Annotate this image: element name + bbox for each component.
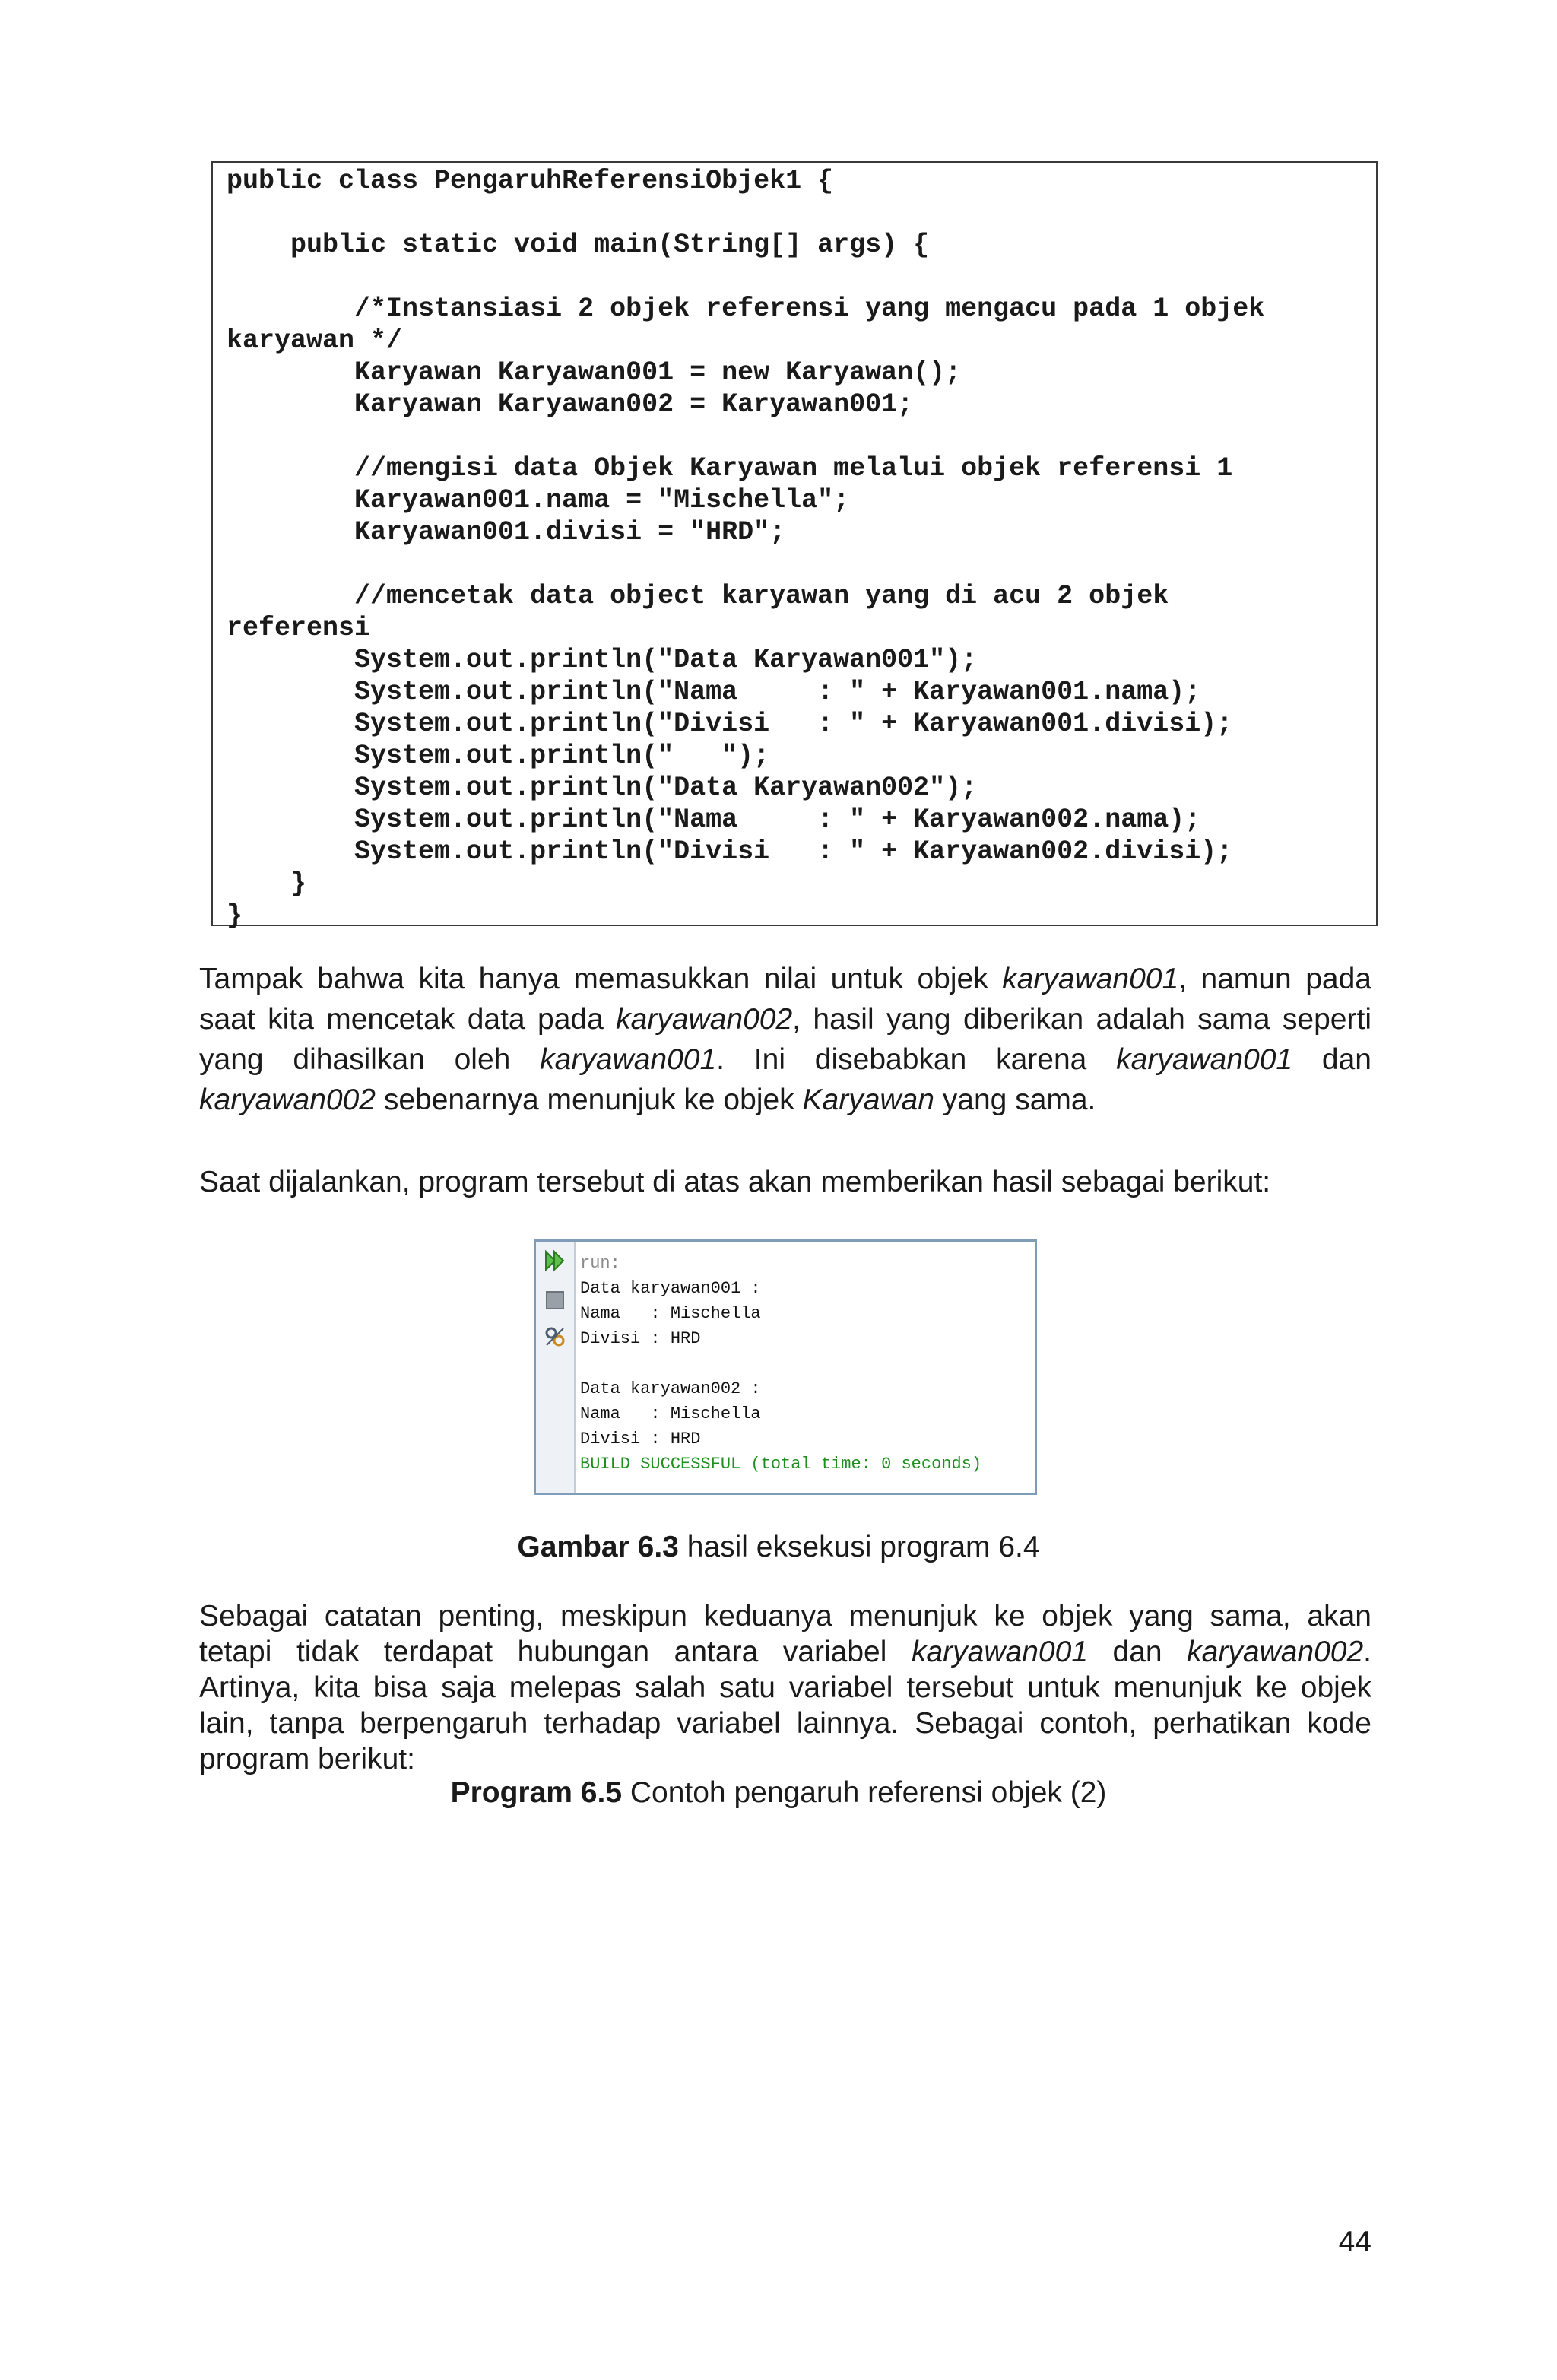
paragraph-line: Saat dijalankan, program tersebut di atas akan memberikan hasil sebagai berikut:	[199, 1166, 1271, 1198]
code-line: karyawan */	[227, 325, 403, 356]
code-line: //mencetak data object karyawan yang di acu 2 objek	[227, 581, 1169, 611]
code-line: referensi	[227, 613, 371, 643]
code-line: }	[227, 900, 243, 931]
paragraph-line: Sebagai catatan penting, meskipun keduanya menunjuk ke objek yang sama, akan	[199, 1600, 1371, 1633]
console-line: Nama : Mischella	[580, 1304, 761, 1323]
code-line: Karyawan Karyawan002 = Karyawan001;	[227, 389, 914, 420]
paragraph-note	[199, 1598, 1371, 1777]
page-number: 44	[1338, 2226, 1371, 2258]
console-line: Divisi : HRD	[580, 1430, 701, 1449]
code-line: }	[227, 868, 307, 899]
code-line: System.out.println("Data Karyawan002");	[227, 773, 978, 803]
code-line: System.out.println("Nama : " + Karyawan001.nama);	[227, 677, 1201, 707]
code-line: public class PengaruhReferensiObjek1 {	[227, 166, 834, 196]
code-line: public static void main(String[] args) {	[227, 230, 930, 260]
stop-icon[interactable]	[544, 1289, 566, 1312]
figure-caption: Gambar 6.3 hasil eksekusi program 6.4	[517, 1531, 1040, 1563]
code-line: System.out.println("Divisi : " + Karyawan001.divisi);	[227, 709, 1233, 739]
console-line: Nama : Mischella	[580, 1404, 761, 1423]
paragraph-line: tetapi tidak terdapat hubungan antara variabel karyawan001 dan karyawan002.	[199, 1636, 1371, 1668]
code-line: System.out.println(" ");	[227, 741, 770, 771]
code-line: Karyawan001.nama = "Mischella";	[227, 485, 850, 516]
console-line: Divisi : HRD	[580, 1329, 701, 1348]
console-line: Data karyawan001 :	[580, 1279, 761, 1298]
paragraph-explanation	[199, 959, 1371, 1120]
code-line: System.out.println("Data Karyawan001");	[227, 645, 978, 675]
code-line: Karyawan001.divisi = "HRD";	[227, 517, 786, 547]
paragraph-intro-output	[199, 1162, 1371, 1202]
paragraph-line: yang dihasilkan oleh karyawan001. Ini disebabkan karena karyawan001 dan	[199, 1043, 1371, 1076]
paragraph-line: lain, tanpa berpengaruh terhadap variabel lainnya. Sebagai contoh, perhatikan kode	[199, 1707, 1371, 1740]
console-line: Data karyawan002 :	[580, 1379, 761, 1398]
rerun-icon[interactable]	[544, 1249, 566, 1272]
settings-icon[interactable]	[544, 1325, 566, 1348]
paragraph-line: saat kita mencetak data pada karyawan002, hasil yang diberikan adalah sama seperti	[199, 1003, 1371, 1036]
code-line: /*Instansiasi 2 objek referensi yang mengacu pada 1 objek	[227, 294, 1265, 324]
console-line: BUILD SUCCESSFUL (total time: 0 seconds)	[580, 1455, 982, 1474]
code-line: System.out.println("Nama : " + Karyawan002.nama);	[227, 804, 1201, 835]
console-output-panel	[534, 1239, 1037, 1495]
program-caption: Program 6.5 Contoh pengaruh referensi objek (2)	[450, 1776, 1107, 1809]
paragraph-line: Artinya, kita bisa saja melepas salah satu variabel tersebut untuk menunjuk ke objek	[199, 1671, 1371, 1704]
code-line: //mengisi data Objek Karyawan melalui objek referensi 1	[227, 453, 1233, 484]
code-listing	[211, 161, 1378, 931]
console-line: run:	[580, 1254, 620, 1273]
console-toolbar	[536, 1242, 576, 1493]
paragraph-line: Tampak bahwa kita hanya memasukkan nilai untuk objek karyawan001, namun pada	[199, 963, 1371, 995]
code-line: System.out.println("Divisi : " + Karyawan002.divisi);	[227, 836, 1233, 867]
paragraph-line: program berikut:	[199, 1743, 415, 1775]
paragraph-line: karyawan002 sebenarnya menunjuk ke objek Karyawan yang sama.	[199, 1084, 1096, 1116]
code-line: Karyawan Karyawan001 = new Karyawan();	[227, 357, 962, 388]
